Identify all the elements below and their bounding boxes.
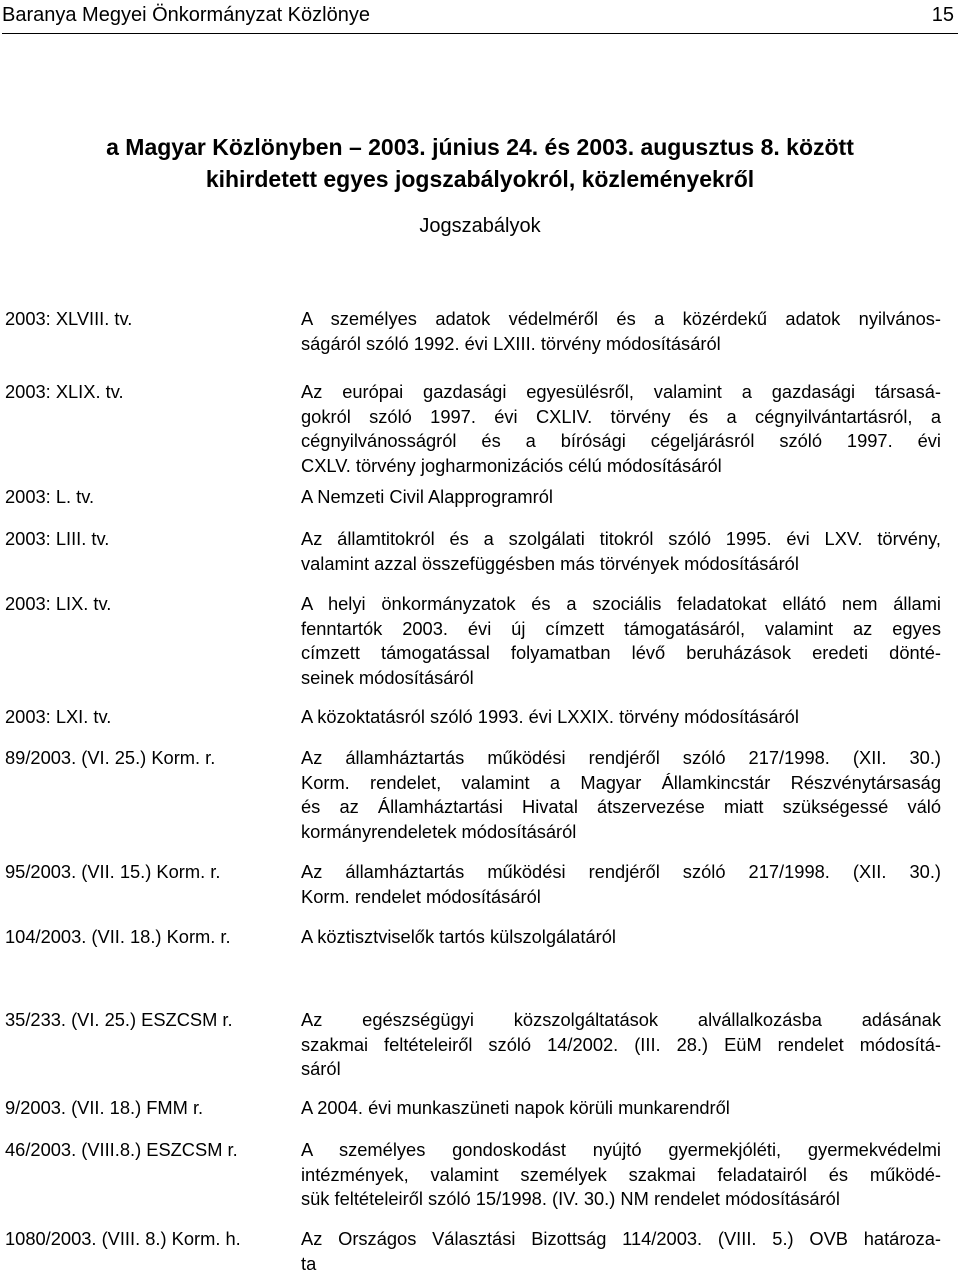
legislation-description [301,1008,941,1082]
description-line: sük feltételeiről szóló 15/1998. (IV. 30.) NM rendelet módosításáról [301,1187,941,1212]
description-line: kormányrendeletek módosításáról [301,820,941,845]
legislation-description [301,860,941,909]
page-header [2,0,958,34]
description-line: fenntartók 2003. évi új címzett támogatásáról, valamint az egyes [301,617,941,642]
description-line: Az Országos Választási Bizottság 114/2003. (VIII. 5.) OVB határoza- [301,1227,941,1252]
description-line: A személyes adatok védelméről és a közérdekű adatok nyilvános- [301,307,941,332]
description-line: Az államháztartás működési rendjéről szóló 217/1998. (XII. 30.) [301,746,941,771]
legislation-description [301,1138,941,1212]
description-line: Az államtitokról és a szolgálati titokról szóló 1995. évi LXV. törvény, [301,527,941,552]
description-line: A 2004. évi munkaszüneti napok körüli munkarendről [301,1096,941,1121]
legislation-description [301,1227,941,1276]
description-line: A helyi önkormányzatok és a szociális feladatokat ellátó nem állami [301,592,941,617]
legislation-description [301,1096,941,1121]
legislation-description [301,527,941,576]
legislation-description [301,746,941,844]
legislation-reference: 89/2003. (VI. 25.) Korm. r. [5,746,215,771]
legislation-description [301,705,941,730]
section-heading: Jogszabályok [0,212,960,240]
description-line: CXLV. törvény jogharmonizációs célú módosításáról [301,454,941,479]
description-line: A köztisztviselők tartós külszolgálatáról [301,925,941,950]
legislation-reference: 35/233. (VI. 25.) ESZCSM r. [5,1008,233,1033]
legislation-description [301,925,941,950]
legislation-reference: 2003: XLVIII. tv. [5,307,132,332]
description-line: A személyes gondoskodást nyújtó gyermekjóléti, gyermekvédelmi [301,1138,941,1163]
title-line-2: kihirdetett egyes jogszabályokról, közleményekről [0,163,960,195]
description-line: Az államháztartás működési rendjéről szóló 217/1998. (XII. 30.) [301,860,941,885]
description-line: A Nemzeti Civil Alapprogramról [301,485,941,510]
description-line: ta [301,1252,941,1276]
legislation-description [301,307,941,356]
legislation-description [301,485,941,510]
description-line: gokról szóló 1997. évi CXLIV. törvény és a cégnyilvántartásról, a [301,405,941,430]
title-line-1: a Magyar Közlönyben – 2003. június 24. és 2003. augusztus 8. között [0,131,960,163]
description-line: seinek módosításáról [301,666,941,691]
description-line: intézmények, valamint személyek szakmai feladatairól és működé- [301,1163,941,1188]
legislation-reference: 2003: LXI. tv. [5,705,111,730]
legislation-reference: 2003: L. tv. [5,485,94,510]
description-line: valamint azzal összefüggésben más törvények módosításáról [301,552,941,577]
legislation-reference: 9/2003. (VII. 18.) FMM r. [5,1096,203,1121]
description-line: ságáról szóló 1992. évi LXIII. törvény módosításáról [301,332,941,357]
description-line: Az egészségügyi közszolgáltatások alvállalkozásba adásának [301,1008,941,1033]
description-line: A közoktatásról szóló 1993. évi LXXIX. törvény módosításáról [301,705,941,730]
legislation-reference: 2003: XLIX. tv. [5,380,124,405]
description-line: Korm. rendelet módosításáról [301,885,941,910]
document-title [0,131,960,195]
legislation-reference: 1080/2003. (VIII. 8.) Korm. h. [5,1227,241,1252]
legislation-reference: 95/2003. (VII. 15.) Korm. r. [5,860,220,885]
legislation-reference: 104/2003. (VII. 18.) Korm. r. [5,925,231,950]
legislation-reference: 2003: LIX. tv. [5,592,111,617]
description-line: sáról [301,1057,941,1082]
legislation-description [301,380,941,478]
description-line: Korm. rendelet, valamint a Magyar Államkincstár Részvénytársaság [301,771,941,796]
legislation-reference: 2003: LIII. tv. [5,527,109,552]
page-number: 15 [932,0,954,31]
description-line: Az európai gazdasági egyesülésről, valamint a gazdasági társasá- [301,380,941,405]
description-line: és az Államháztartási Hivatal átszervezése miatt szükségessé váló [301,795,941,820]
publication-name: Baranya Megyei Önkormányzat Közlönye [2,0,370,31]
description-line: címzett támogatással folyamatban lévő beruházások eredeti dönté- [301,641,941,666]
description-line: szakmai feltételeiről szóló 14/2002. (III. 28.) EüM rendelet módosítá- [301,1033,941,1058]
legislation-description [301,592,941,690]
legislation-reference: 46/2003. (VIII.8.) ESZCSM r. [5,1138,238,1163]
description-line: cégnyilvánosságról és a bírósági cégeljárásról szóló 1997. évi [301,429,941,454]
